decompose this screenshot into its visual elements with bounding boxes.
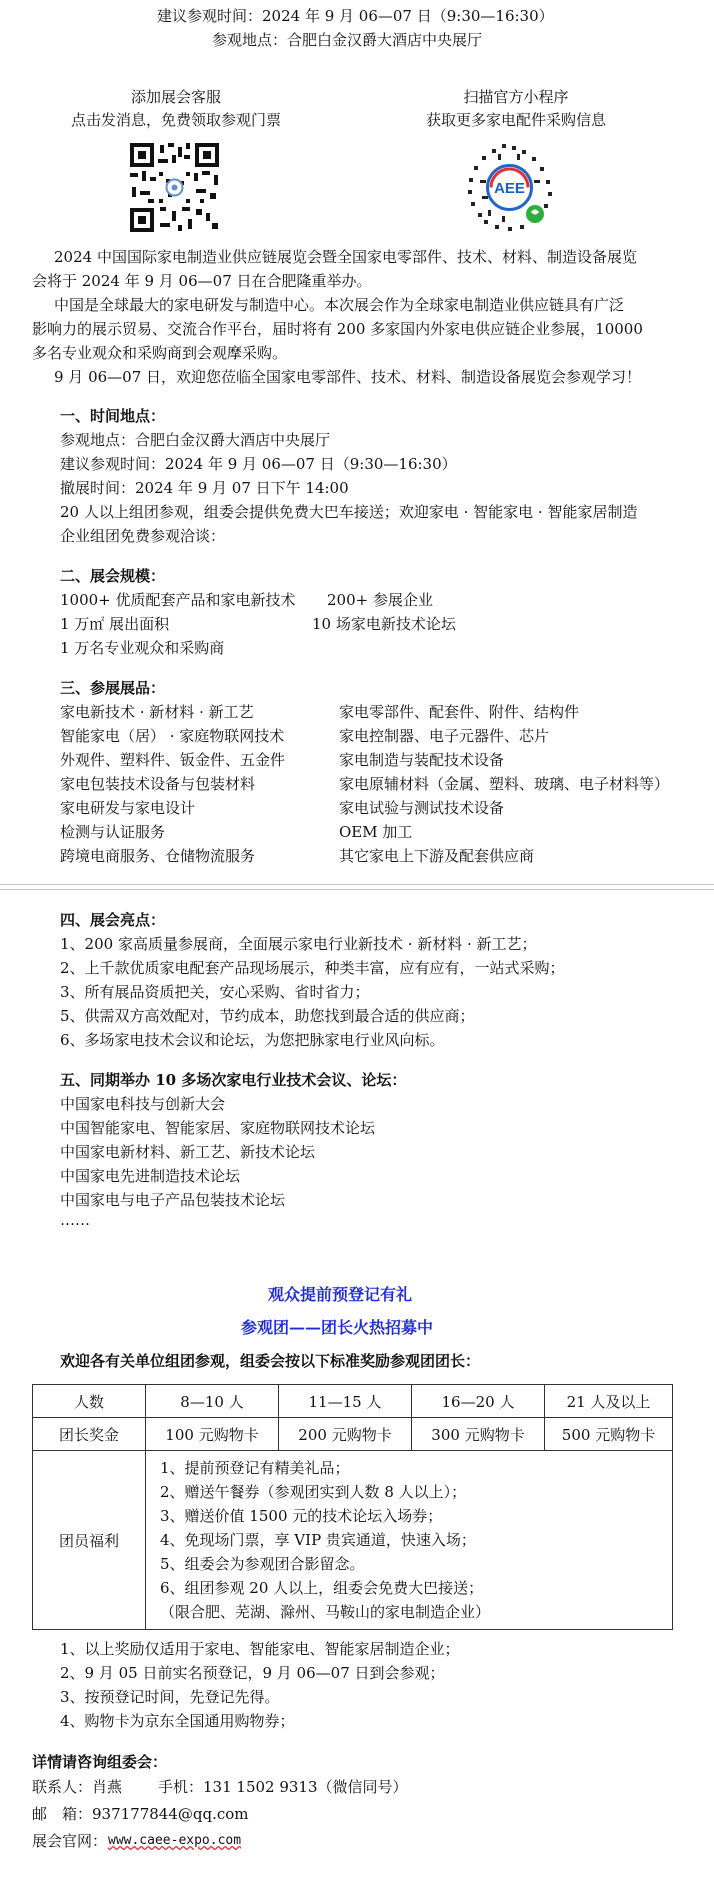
benefit-list [146,1451,673,1630]
mini-program-code[interactable] [462,140,557,235]
section-1-title: 一、时间地点： [60,407,166,425]
visit-time: 建议参观时间：2024 年 9 月 06—07 日（9:30—16:30） [157,7,554,25]
exhibit-item: 家电原辅材料（金属、塑料、玻璃、电子材料等） [339,775,670,793]
benefit-item: 3、赠送价值 1500 元的技术论坛入场券； [160,1507,443,1525]
intro-line: 中国是全球最大的家电研发与制造中心。本次展会作为全球家电制造业供应链具有广泛 [54,296,625,314]
teardown-time: 撤展时间：2024 年 9 月 07 日下午 14:00 [60,479,349,497]
people-cell: 21 人及以上 [545,1385,673,1418]
note-item: 2、9 月 05 日前实名预登记，9 月 06—07 日到会参观； [60,1664,445,1682]
qr-left-title: 添加展会客服 [130,88,221,106]
people-cell: 16—20 人 [412,1385,545,1418]
benefit-item: 1、提前预登记有精美礼品； [160,1459,350,1477]
bonus-cell: 500 元购物卡 [545,1418,673,1451]
visit-time-detail: 建议参观时间：2024 年 9 月 06—07 日（9:30—16:30） [60,455,457,473]
note-item: 1、以上奖励仅适用于家电、智能家电、智能家居制造企业； [60,1640,460,1658]
contact-email: 邮 箱：937177844@qq.com [32,1805,249,1823]
highlight-item: 1、200 家高质量参展商，全面展示家电行业新技术 · 新材料 · 新工艺； [60,935,537,953]
site-label: 展会官网： [32,1832,108,1850]
exhibit-item: 家电制造与装配技术设备 [339,751,505,769]
forum-item: 中国家电与电子产品包装技术论坛 [60,1191,286,1209]
exhibit-item: OEM 加工 [339,823,413,841]
intro-line: 会将于 2024 年 9 月 06—07 日在合肥隆重举办。 [32,272,372,290]
section-2-title: 二、展会规模： [60,567,166,585]
qr-right-title: 扫描官方小程序 [463,88,569,106]
note-item: 4、购物卡为京东全国通用购物券； [60,1712,295,1730]
highlight-item: 2、上千款优质家电配套产品现场展示，种类丰富，应有应有，一站式采购； [60,959,565,977]
benefit-item: （限合肥、芜湖、滁州、马鞍山的家电制造企业） [160,1603,491,1621]
scale-item: 10 场家电新技术论坛 [312,615,456,633]
forum-item: 中国家电先进制造技术论坛 [60,1167,241,1185]
exhibit-item: 家电零部件、配套件、附件、结构件 [339,703,580,721]
forum-item: 中国家电新材料、新工艺、新技术论坛 [60,1143,316,1161]
group-info: 20 人以上组团参观，组委会提供免费大巴车接送；欢迎家电 · 智能家电 · 智能家居制造 [60,503,638,521]
visit-place-detail: 参观地点：合肥白金汉爵大酒店中央展厅 [60,431,331,449]
exhibit-item: 家电试验与测试技术设备 [339,799,505,817]
bonus-cell: 100 元购物卡 [146,1418,279,1451]
header-people: 人数 [33,1385,146,1418]
table-row [33,1451,673,1630]
header-bonus: 团长奖金 [33,1418,146,1451]
section-5-title: 五、同期举办 10 多场次家电行业技术会议、论坛： [60,1071,407,1089]
bonus-cell: 300 元购物卡 [412,1418,545,1451]
group-info: 企业组团免费参观洽谈： [60,527,226,545]
note-item: 3、按预登记时间，先登记先得。 [60,1688,280,1706]
exhibit-item: 其它家电上下游及配套供应商 [339,847,535,865]
highlight-item: 5、供需双方高效配对，节约成本，助您找到最合适的供应商； [60,1007,475,1025]
exhibit-item: 家电控制器、电子元器件、芯片 [339,727,550,745]
exhibit-item: 家电新技术 · 新材料 · 新工艺 [60,703,254,721]
exhibit-item: 检测与认证服务 [60,823,166,841]
section-3-title: 三、参展展品： [60,679,166,697]
promo-title: 观众提前预登记有礼 [268,1285,413,1304]
promo-intro: 欢迎各有关单位组团参观，组委会按以下标准奖励参观团团长： [60,1352,481,1370]
contact-person: 联系人：肖燕 [32,1778,123,1796]
header-benefit: 团员福利 [33,1451,146,1630]
section-4-title: 四、展会亮点： [60,911,166,929]
scale-item: 1 万㎡ 展出面积 [60,615,170,633]
highlight-item: 3、所有展品资质把关，安心采购、省时省力； [60,983,370,1001]
intro-line: 多名专业观众和采购商到会观摩采购。 [32,344,288,362]
exhibit-item: 外观件、塑料件、钣金件、五金件 [60,751,286,769]
intro-line: 2024 中国国际家电制造业供应链展览会暨全国家电零部件、技术、材料、制造设备展览 [54,248,637,266]
people-cell: 11—15 人 [279,1385,412,1418]
benefit-item: 6、组团参观 20 人以上，组委会免费大巴接送； [160,1579,484,1597]
table-row [33,1385,673,1418]
benefit-item: 4、免现场门票，享 VIP 贵宾通道，快速入场； [160,1531,476,1549]
intro-line: 影响力的展示贸易、交流合作平台，届时将有 200 多家国内外家电供应链企业参展，10000 [32,320,643,338]
exhibit-item: 跨境电商服务、仓储物流服务 [60,847,256,865]
bonus-cell: 200 元购物卡 [279,1418,412,1451]
scale-item: 200+ 参展企业 [327,591,433,609]
people-cell: 8—10 人 [146,1385,279,1418]
visit-place: 参观地点：合肥白金汉爵大酒店中央展厅 [212,31,483,49]
contact-title: 详情请咨询组委会： [32,1753,168,1771]
qr-left-subtitle: 点击发消息，免费领取参观门票 [70,111,281,129]
scale-item: 1 万名专业观众和采购商 [60,639,225,657]
site-link[interactable]: www.caee-expo.com [108,1833,242,1848]
wechat-qr-code[interactable] [128,141,221,234]
page-divider [0,884,714,885]
exhibit-item: 家电包装技术设备与包装材料 [60,775,256,793]
intro-line: 9 月 06—07 日，欢迎您莅临全国家电零部件、技术、材料、制造设备展览会参观学习！ [54,368,642,386]
exhibit-item: 智能家电（居） · 家庭物联网技术 [60,727,285,745]
benefit-item: 5、组委会为参观团合影留念。 [160,1555,365,1573]
contact-phone: 手机：131 1502 9313（微信同号） [158,1778,408,1796]
highlight-item: 6、多场家电技术会议和论坛，为您把脉家电行业风向标。 [60,1031,445,1049]
qr-right-subtitle: 获取更多家电配件采购信息 [425,111,606,129]
scale-item: 1000+ 优质配套产品和家电新技术 [60,591,296,609]
reward-table [32,1384,673,1630]
forum-ellipsis: …… [60,1211,90,1229]
promo-subtitle: 参观团——团长火热招募中 [241,1318,434,1337]
logo-text: AEE [494,180,525,197]
page-divider [0,889,714,890]
table-row [33,1418,673,1451]
benefit-item: 2、赠送午餐券（参观团实到人数 8 人以上）； [160,1483,467,1501]
forum-item: 中国智能家电、智能家居、家庭物联网技术论坛 [60,1119,376,1137]
exhibit-item: 家电研发与家电设计 [60,799,196,817]
forum-item: 中国家电科技与创新大会 [60,1095,226,1113]
